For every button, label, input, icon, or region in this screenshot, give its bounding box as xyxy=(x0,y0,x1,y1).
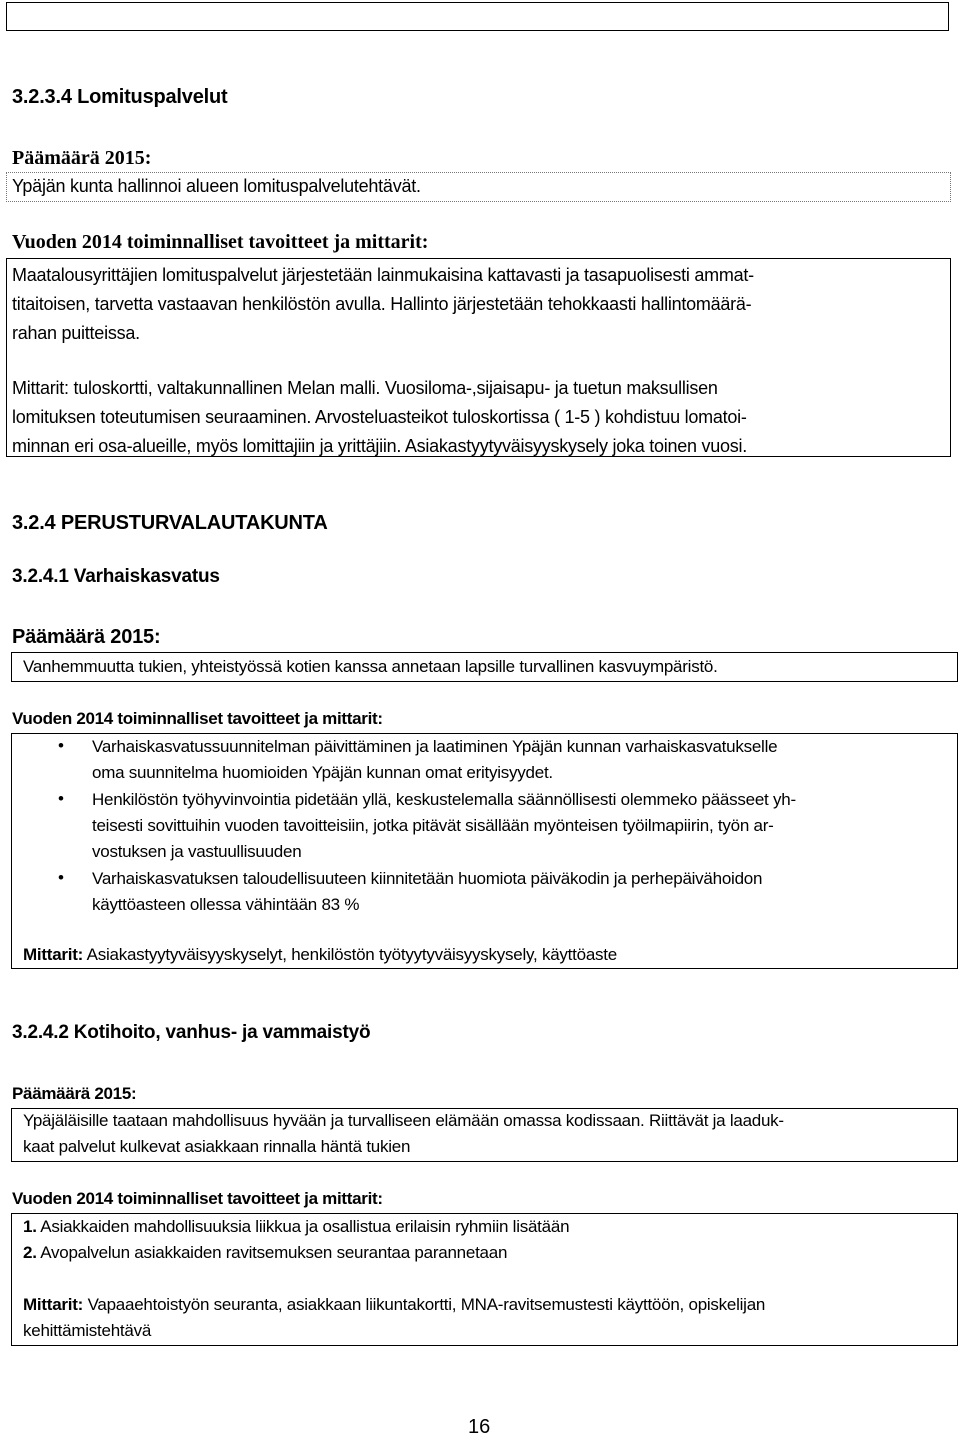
metrics-varhaiskasvatus xyxy=(23,942,617,968)
targets-label: Vuoden 2014 toiminnalliset tavoitteet ja mittarit: xyxy=(12,231,429,253)
bullet-3-line-2: käyttöasteen ollessa vähintään 83 % xyxy=(92,895,360,914)
metrics-line-1-kotihoito: Vapaaehtoistyön seuranta, asiakkaan liikuntakortti, MNA-ravitsemustesti käyttöön, opiskelijan xyxy=(87,1295,766,1314)
goal-label: Päämäärä 2015: xyxy=(12,147,152,169)
metrics-label-varhaiskasvatus: Mittarit: xyxy=(23,945,84,964)
header-box xyxy=(6,2,949,31)
goal-label-varhaiskasvatus: Päämäärä 2015: xyxy=(12,626,161,648)
targets-line-1: Maatalousyrittäjien lomituspalvelut järjestetään lainmukaisina kattavasti ja tasapuolisesti ammat- xyxy=(12,265,754,285)
targets-label-kotihoito: Vuoden 2014 toiminnalliset tavoitteet ja mittarit: xyxy=(12,1189,383,1208)
goal-line-1-kotihoito: Ypäjäläisille taataan mahdollisuus hyvään ja turvalliseen elämään omassa kodissaan. Riittävät ja laaduk- xyxy=(23,1111,784,1130)
section-heading-perusturva: 3.2.4 PERUSTURVALAUTAKUNTA xyxy=(12,512,328,534)
bullet-3-line-1: Varhaiskasvatuksen taloudellisuuteen kiinnitetään huomiota päiväkodin ja perhepäivähoidon xyxy=(92,869,763,888)
bullet-1-line-2: oma suunnitelma huomioiden Ypäjän kunnan omat erityisyydet. xyxy=(92,763,553,782)
goal-line-2-kotihoito: kaat palvelut kulkevat asiakkaan rinnalla häntä tukien xyxy=(23,1137,411,1156)
goal-text-varhaiskasvatus: Vanhemmuutta tukien, yhteistyössä kotien kanssa annetaan lapsille turvallinen kasvuympäristö. xyxy=(23,657,718,676)
item-2-text: Avopalvelun asiakkaiden ravitsemuksen seurantaa parannetaan xyxy=(40,1243,508,1262)
bullet-2-line-1: Henkilöstön työhyvinvointia pidetään yllä, keskustelemalla säännöllisesti olemmeko päässeet yh- xyxy=(92,790,796,809)
item-1-num: 1. xyxy=(23,1217,37,1236)
item-1-text: Asiakkaiden mahdollisuuksia liikkua ja osallistua erilaisin ryhmiin lisätään xyxy=(40,1217,570,1236)
bullet-3: • xyxy=(58,868,64,887)
metrics-kotihoito xyxy=(23,1292,765,1318)
targets-label-varhaiskasvatus: Vuoden 2014 toiminnalliset tavoitteet ja mittarit: xyxy=(12,709,383,728)
page-number: 16 xyxy=(468,1416,491,1438)
bullet-1-line-1: Varhaiskasvatussuunnitelman päivittäminen ja laatiminen Ypäjän kunnan varhaiskasvatukselle xyxy=(92,737,778,756)
metrics-line-1: Mittarit: tuloskortti, valtakunnallinen Melan malli. Vuosiloma-,sijaisapu- ja tuetun maksullisen xyxy=(12,378,718,398)
goal-label-kotihoito: Päämäärä 2015: xyxy=(12,1084,137,1103)
bullet-2: • xyxy=(58,789,64,808)
bullet-1: • xyxy=(58,736,64,755)
item-1-kotihoito xyxy=(23,1214,569,1240)
bullet-2-line-3: vostuksen ja vastuullisuuden xyxy=(92,842,302,861)
targets-line-2: titaitoisen, tarvetta vastaavan henkilöstön avulla. Hallinto järjestetään tehokkaasti hallintomäärä- xyxy=(12,294,752,314)
item-2-kotihoito xyxy=(23,1240,507,1266)
item-2-num: 2. xyxy=(23,1243,37,1262)
goal-text: Ypäjän kunta hallinnoi alueen lomituspalvelutehtävät. xyxy=(12,176,421,196)
metrics-line-2: lomituksen toteutumisen seuraaminen. Arvosteluasteikot tuloskortissa ( 1-5 ) kohdistuu lomatoi- xyxy=(12,407,747,427)
section-heading-varhaiskasvatus: 3.2.4.1 Varhaiskasvatus xyxy=(12,566,220,587)
metrics-label-kotihoito: Mittarit: xyxy=(23,1295,84,1314)
section-heading-lomituspalvelut: 3.2.3.4 Lomituspalvelut xyxy=(12,86,228,108)
section-heading-kotihoito: 3.2.4.2 Kotihoito, vanhus- ja vammaistyö xyxy=(12,1022,371,1043)
targets-line-3: rahan puitteissa. xyxy=(12,323,140,343)
metrics-line-2-kotihoito: kehittämistehtävä xyxy=(23,1321,152,1340)
bullet-2-line-2: teisesti sovittuihin vuoden tavoitteisiin, jotka pitävät sisällään myönteisen työilmapiirin, työn ar- xyxy=(92,816,774,835)
metrics-text-varhaiskasvatus: Asiakastyytyväisyyskyselyt, henkilöstön työtyytyväisyyskysely, käyttöaste xyxy=(86,945,617,964)
metrics-line-3: minnan eri osa-alueille, myös lomittajiin ja yrittäjiin. Asiakastyytyväisyyskysely joka toinen vuosi. xyxy=(12,436,748,456)
